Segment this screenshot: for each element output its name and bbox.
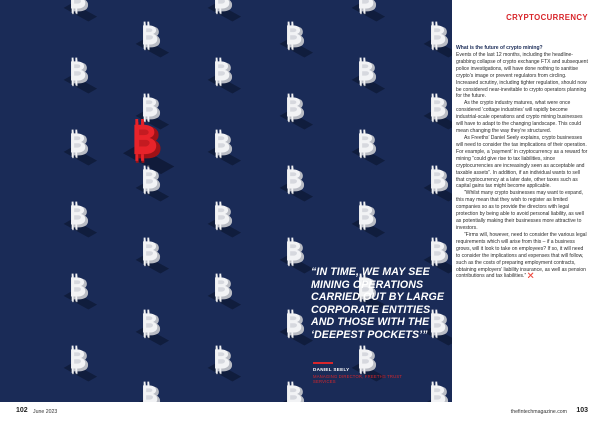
bitcoin-token-icon [208, 202, 241, 238]
bitcoin-token-icon [424, 382, 452, 402]
bitcoin-token-icon [64, 58, 97, 94]
bitcoin-token-icon [280, 382, 313, 402]
bitcoin-token-icon [136, 238, 169, 274]
article-column [456, 0, 600, 402]
issue-date: June 2023 [33, 408, 58, 415]
bitcoin-token-icon [280, 238, 313, 274]
section-title: CRYPTOCURRENCY [506, 13, 588, 22]
bitcoin-token-icon [208, 58, 241, 94]
bitcoin-token-icon [136, 22, 169, 58]
magazine-url: thefintechmagazine.com [510, 408, 567, 415]
article-question: What is the future of crypto mining? [456, 45, 543, 51]
bitcoin-token-icon [424, 22, 452, 58]
pull-quote-author: DANIEL SEELY [313, 367, 350, 372]
bitcoin-token-icon [280, 22, 313, 58]
bitcoin-token-icon [64, 202, 97, 238]
bitcoin-token-icon [280, 94, 313, 130]
bitcoin-token-icon [424, 166, 452, 202]
bitcoin-token-icon [136, 94, 169, 130]
bitcoin-token-icon [352, 0, 385, 22]
article-body [456, 45, 588, 280]
pull-quote-divider [313, 362, 333, 364]
page-number-left: 102 [16, 407, 28, 414]
bitcoin-token-icon [64, 274, 97, 310]
bitcoin-token-icon [64, 0, 97, 22]
bitcoin-token-icon [208, 130, 241, 166]
article-paragraph: As Freeths’ Daniel Seely explains, crypto businesses will need to consider the tax implications of their operation. For example, a ‘payment’ in cryptocurrency as a reward for mining “could give rise to tax liabilities, since cryptocurrencies are increasingly seen as acceptable and taxable assets”. In addition, if an individual wants to sell that cryptocurrency at a later date, other taxes such as capital gains tax might become applicable. [456, 134, 588, 190]
bitcoin-token-icon [64, 130, 97, 166]
bitcoin-token-icon [352, 202, 385, 238]
pull-quote-author-role: MANAGING DIRECTOR, FREETHS TRUST SERVICES [313, 374, 402, 384]
article-paragraph: As the crypto industry matures, what were once considered ‘cottage industries’ will rapidly become industrial-scale operations and crypto mining businesses will have to adapt to the changing landscape. This could mean changing the way they’re structured. [456, 100, 583, 135]
bitcoin-token-icon [136, 310, 169, 346]
page-number-right: 103 [576, 407, 588, 414]
article-paragraph-text: “Firms will, however, need to consider the various legal requirements which will arise from this – if a business grows, will it look to take on employees? If so, it will need to consider the implications and expenses that will follow, such as the costs of preparing employment contracts, obtaining employers’ liability insurance, as well as pension contributions and tax liabilities.” [456, 231, 587, 280]
bitcoin-token-icon [64, 346, 97, 382]
bitcoin-token-icon [136, 382, 169, 402]
bitcoin-token-icon [424, 94, 452, 130]
article-paragraph: Events of the last 12 months, including the headline-grabbing collapse of crypto exchange FTX and subsequent police investigations, will have done nothing to sanitise crypto’s image or prevent regulators from circling. Increased scrutiny, including tighter regulation, should now be considered near-inevitable to crypto operators planning for the future. [456, 51, 588, 100]
red-bitcoin-token-icon [123, 119, 174, 174]
bitcoin-token-icon [208, 346, 241, 382]
bitcoin-token-icon [280, 310, 313, 346]
bitcoin-token-icon [208, 274, 241, 310]
bitcoin-token-icon [280, 166, 313, 202]
bitcoin-token-icon [352, 58, 385, 94]
bitcoin-token-icon [208, 0, 241, 22]
article-paragraph: “Whilst many crypto businesses may want to expand, this may mean that they wish to register as limited companies so as to provide the directors with legal protection by being able to avoid personal liability, as well as potentially making their businesses more attractive to investors. [456, 190, 584, 231]
page-footer [0, 402, 600, 424]
end-mark-icon: ❌ [527, 273, 534, 280]
bitcoin-token-icon [352, 130, 385, 166]
pull-quote: “IN TIME, WE MAY SEE MINING OPERATIONS CARRIED OUT BY LARGE CORPORATE ENTITIES AND THOSE WITH THE ‘DEEPEST POCKETS’” [311, 266, 445, 341]
article-paragraph [456, 232, 588, 280]
